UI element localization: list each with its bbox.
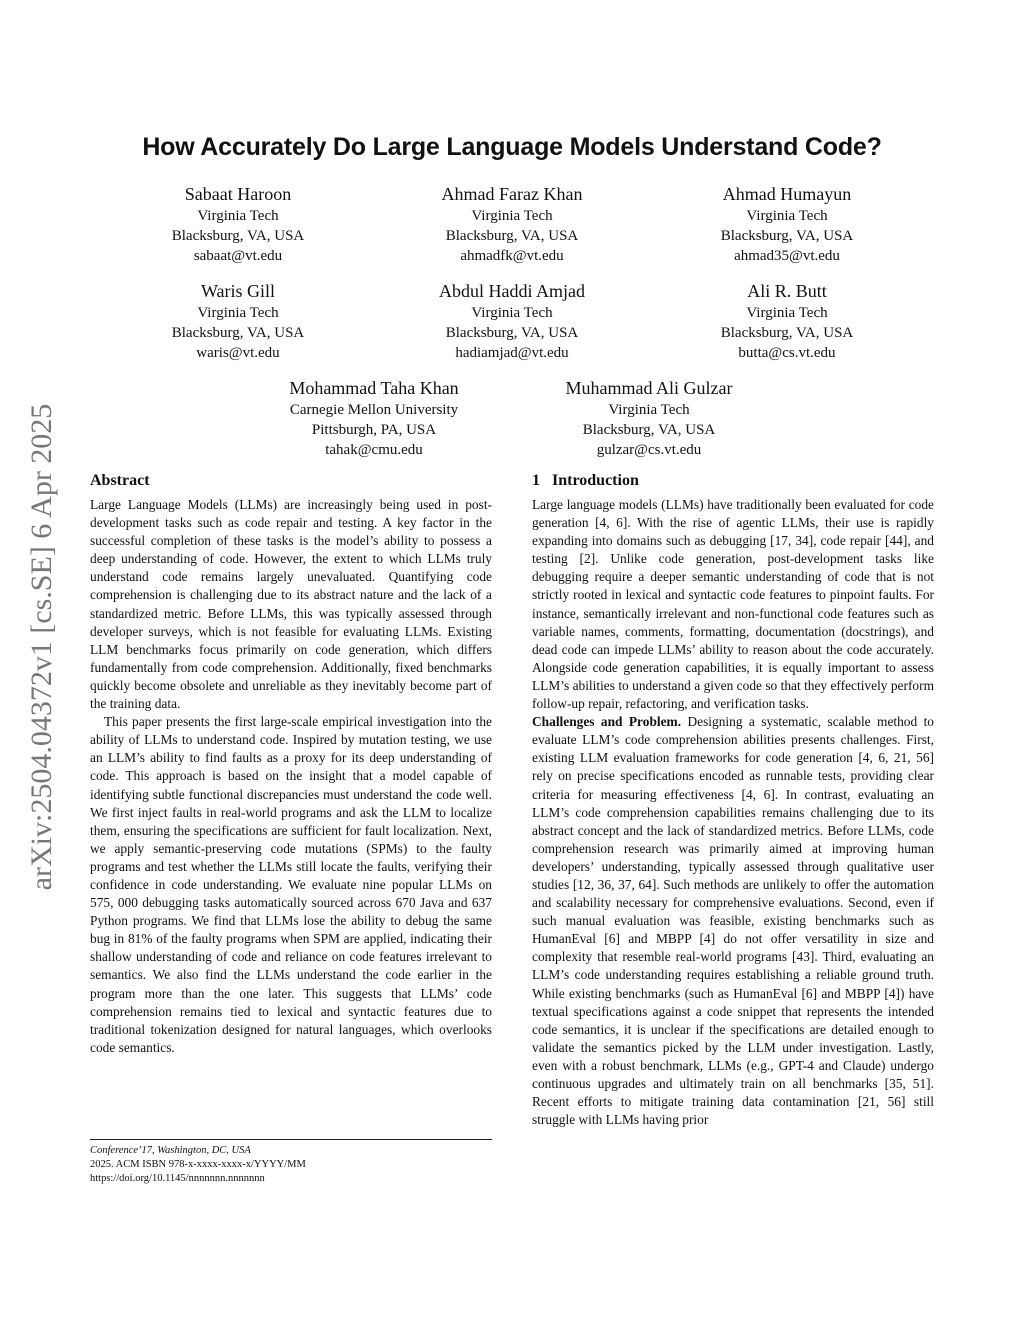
author-block	[88, 279, 388, 363]
venue-line: Conference’17, Washington, DC, USA	[90, 1145, 251, 1156]
introduction-body	[532, 496, 934, 1178]
author-email: gulzar@cs.vt.edu	[596, 442, 702, 458]
author-email: sabaat@vt.edu	[193, 248, 283, 264]
author-name: Mohammad Taha Khan	[289, 378, 459, 398]
author-block	[88, 182, 388, 266]
arxiv-identifier	[20, 368, 64, 926]
author-name: Ahmad Faraz Khan	[441, 184, 583, 204]
author-affiliation: Virginia Tech	[471, 208, 553, 224]
author-name: Ahmad Humayun	[722, 184, 852, 204]
author-affiliation: Virginia Tech	[608, 402, 690, 418]
author-affiliation: Virginia Tech	[746, 305, 828, 321]
isbn-line: 2025. ACM ISBN 978-x-xxxx-xxxx-x/YYYY/MM	[90, 1159, 306, 1170]
section-number: 1	[532, 472, 540, 489]
paragraph-text: Designing a systematic, scalable method to evaluate LLM’s code comprehension abilities presents challenges. First, existing LLM evaluation frameworks for code generation [4, 6, 21, 56] rely on precise specifications encoded as runnable tests, providing clear criteria for measuring effectiveness [4, 6]. In contrast, evaluating an LLM’s code comprehension capabilities remains challenging due to its abstract concept and the lack of standardized metrics. Before LLMs, code comprehension research was primarily aimed at improving human developers’ understanding, typically assessed through qualitative user studies [12, 36, 37, 64]. Such methods are unlikely to offer the automation and scalability necessary for comprehensive evaluations. Second, even if such manual evaluation was feasible, existing benchmarks such as HumanEval [6] and MBPP [4] do not offer versatility in size and complexity that resemble real-world programs [43]. Third, evaluating an LLM’s code understanding requires establishing a reliable ground truth. While existing benchmarks (such as HumanEval [6] and MBPP [4]) have textual specifications against a code snippet that represents the intended code semantics, it is unclear if the specifications are detailed enough to validate the semantics picked by the LLM under investigation. Lastly, even with a robust benchmark, LLMs (e.g., GPT-4 and Claude) undergo continuous upgrades and ultimately train on all benchmarks [35, 51]. Recent efforts to mitigate training data contamination [21, 56] still struggle with LLMs having prior	[532, 714, 934, 1128]
author-email: ahmad35@vt.edu	[734, 248, 840, 264]
author-location: Blacksburg, VA, USA	[720, 325, 854, 341]
footnote	[90, 1144, 510, 1186]
abstract-paragraph: This paper presents the first large-scale empirical investigation into the ability of LLMs to understand code. Inspired by mutation testing, we use an LLM’s ability to find faults as a proxy for its deep understanding of code. This approach is based on the insight that a model capable of identifying subtle functional discrepancies must understand the code well. We first inject faults in real-world programs and ask the LLM to localize them, ensuring the specifications are sufficient for fault localization. Next, we apply semantic-preserving code mutations (SPMs) to the faulty programs and test whether the LLMs still locate the faults, verifying their confidence in code understanding. We evaluate nine popular LLMs on 575, 000 debugging tasks automatically sourced across 670 Java and 637 Python programs. We find that LLMs lose the ability to debug the same bug in 81% of the faulty programs when SPM are applied, indicating their shallow understanding of code and reliance on code features irrelevant to semantics. We also find the LLMs understand the code earlier in the program more than the one later. This suggests that LLMs’ code comprehension remains tied to lexical and syntactic features due to traditional tokenization designed for natural languages, which overlooks code semantics.	[90, 714, 492, 1055]
abstract-paragraph: Large Language Models (LLMs) are increasingly being used in post-development tasks such as code repair and testing. A key factor in the successful completion of these tasks is the model’s ability to possess a deep understanding of code. However, the extent to which LLMs truly understand code remains largely unevaluated. Quantifying code comprehension is challenging due to its abstract nature and the lack of a standardized metric. Before LLMs, this was typically assessed through developer surveys, which is not feasible for evaluating LLMs. Existing LLM benchmarks focus primarily on code generation, which differs fundamentally from code comprehension. Additionally, fixed benchmarks quickly become obsolete and unreliable as they inevitably become part of the training data.	[90, 497, 492, 712]
section-title: Introduction	[552, 472, 639, 489]
section-heading	[532, 472, 639, 490]
author-affiliation: Virginia Tech	[197, 208, 279, 224]
author-name: Waris Gill	[200, 281, 276, 301]
author-name: Sabaat Haroon	[184, 184, 292, 204]
abstract-body	[90, 496, 492, 1094]
footnote-rule	[90, 1139, 492, 1140]
author-location: Pittsburgh, PA, USA	[311, 422, 437, 438]
author-email: waris@vt.edu	[196, 345, 280, 361]
author-location: Blacksburg, VA, USA	[171, 325, 305, 341]
author-affiliation: Virginia Tech	[197, 305, 279, 321]
author-location: Blacksburg, VA, USA	[445, 228, 579, 244]
author-affiliation: Carnegie Mellon University	[289, 402, 459, 418]
doi-line: https://doi.org/10.1145/nnnnnnn.nnnnnnn	[90, 1173, 265, 1184]
author-name: Muhammad Ali Gulzar	[565, 378, 733, 398]
author-location: Blacksburg, VA, USA	[582, 422, 716, 438]
author-location: Blacksburg, VA, USA	[720, 228, 854, 244]
arxiv-identifier-text: arXiv:2504.04372v1 [cs.SE] 6 Apr 2025	[25, 403, 58, 891]
author-block	[362, 182, 662, 266]
abstract-heading: Abstract	[90, 472, 150, 489]
author-email: tahak@cmu.edu	[325, 442, 423, 458]
author-name: Ali R. Butt	[747, 281, 827, 301]
runin-heading: Challenges and Problem.	[532, 714, 682, 730]
author-block	[224, 376, 524, 460]
author-location: Blacksburg, VA, USA	[445, 325, 579, 341]
author-block	[637, 182, 937, 266]
author-affiliation: Virginia Tech	[471, 305, 553, 321]
author-name: Abdul Haddi Amjad	[439, 281, 585, 301]
author-block	[637, 279, 937, 363]
author-block	[362, 279, 662, 363]
author-email: butta@cs.vt.edu	[738, 345, 836, 361]
author-affiliation: Virginia Tech	[746, 208, 828, 224]
author-email: ahmadfk@vt.edu	[460, 248, 564, 264]
introduction-paragraph	[532, 713, 934, 1129]
introduction-paragraph: Large language models (LLMs) have traditionally been evaluated for code generation [4, 6]. With the rise of agentic LLMs, their use is rapidly expanding into domains such as debugging [17, 34], code repair [44], and testing [2]. Unlike code generation, post-development tasks like debugging require a deeper semantic understanding of code that is not strictly rooted in lexical and syntactic code features to pinpoint faults. For instance, semantically irrelevant and non-functional code features such as variable names, comments, formatting, documentation (docstrings), and dead code can impede LLMs’ ability to reason about the code accurately. Alongside code generation capabilities, it is equally important to assess LLM’s abilities to understand a given code so that they effectively perform follow-up repair, refactoring, and verification tasks.	[532, 497, 934, 712]
paper-title: How Accurately Do Large Language Models Understand Code?	[142, 133, 882, 161]
author-block	[499, 376, 799, 460]
author-email: hadiamjad@vt.edu	[455, 345, 569, 361]
author-location: Blacksburg, VA, USA	[171, 228, 305, 244]
